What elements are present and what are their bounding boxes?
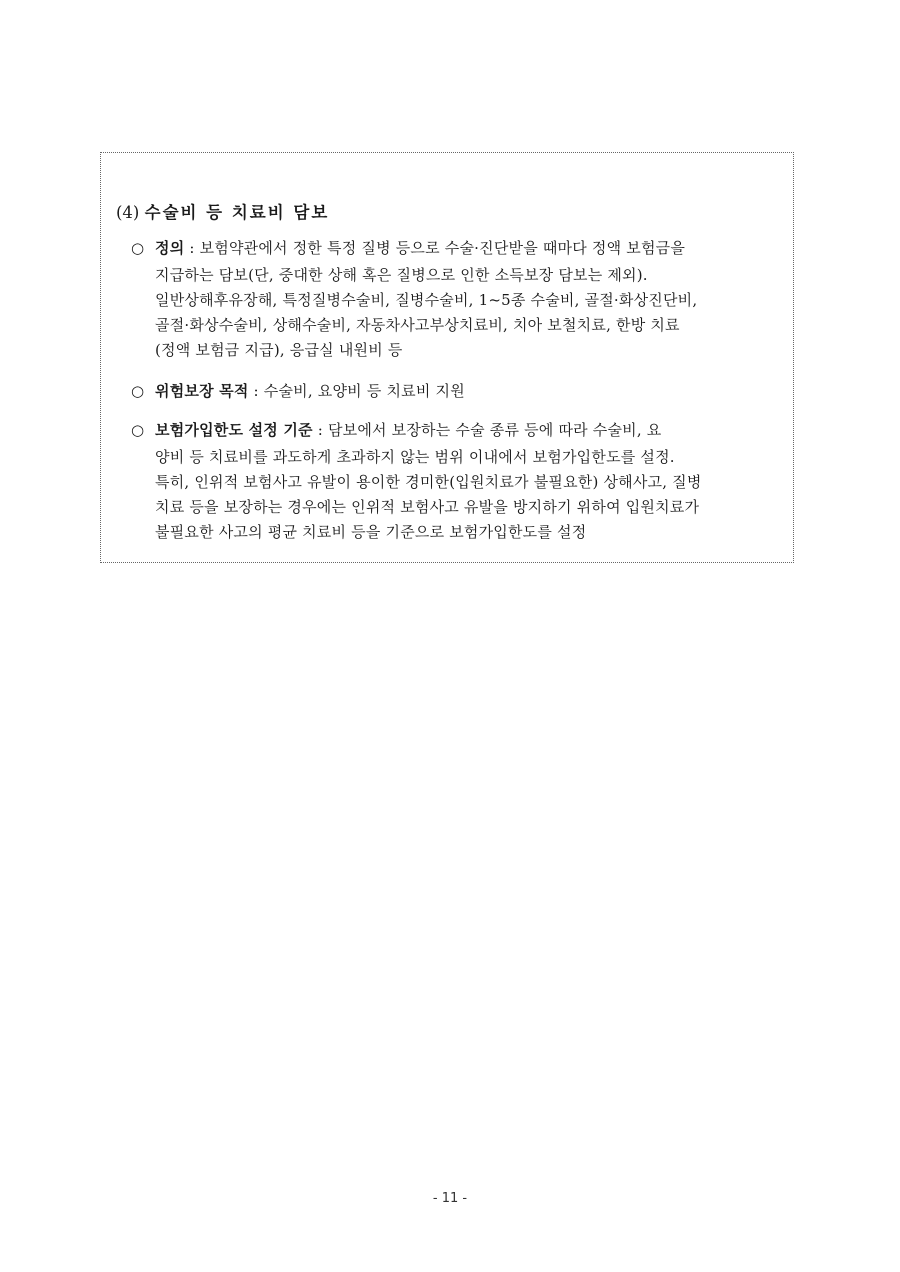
- item-first-line: [155, 415, 702, 445]
- item-line: 일반상해후유장해, 특정질병수술비, 질병수술비, 1~5종 수술비, 골절·화상진단비,: [155, 291, 698, 309]
- item-line: 불필요한 사고의 평균 치료비 등을 기준으로 보험가입한도를 설정: [155, 523, 587, 541]
- item-label: 위험보장 목적: [155, 382, 249, 400]
- section-heading: [116, 199, 329, 223]
- item-line: 지급하는 담보(단, 중대한 상해 혹은 질병으로 인한 소득보장 담보는 제외).: [155, 266, 648, 284]
- page-number: - 11 -: [432, 1191, 468, 1206]
- item-label: 보험가입한도 설정 기준: [155, 421, 313, 439]
- item-first-line: [155, 376, 465, 406]
- item-line: 치료 등을 보장하는 경우에는 인위적 보험사고 유발을 방지하기 위하여 입원치료가: [155, 498, 700, 516]
- item-text: 보험약관에서 정한 특정 질병 등으로 수술·진단받을 때마다 정액 보험금을: [199, 239, 686, 257]
- item-first-line: [155, 233, 697, 263]
- item-line: 특히, 인위적 보험사고 유발이 용이한 경미한(입원치료가 불필요한) 상해사고, 질병: [155, 473, 702, 491]
- item-text: 수술비, 요양비 등 치료비 지원: [263, 382, 465, 400]
- bullet-icon: ○: [131, 382, 145, 400]
- item-line: 양비 등 치료비를 과도하게 초과하지 않는 범위 이내에서 보험가입한도를 설정.: [155, 448, 675, 466]
- section-title: 수술비 등 치료비 담보: [144, 203, 330, 222]
- section-number: (4): [116, 203, 140, 222]
- bullet-icon: ○: [131, 239, 145, 257]
- bullet-icon: ○: [131, 421, 145, 439]
- item-separator: :: [312, 421, 328, 439]
- item-separator: :: [184, 239, 200, 257]
- item-line: (정액 보험금 지급), 응급실 내원비 등: [155, 341, 403, 359]
- item-text: 담보에서 보장하는 수술 종류 등에 따라 수술비, 요: [327, 421, 662, 439]
- item-separator: :: [248, 382, 264, 400]
- item-line: 골절·화상수술비, 상해수술비, 자동차사고부상치료비, 치아 보철치료, 한방 치료: [155, 316, 680, 334]
- item-label: 정의: [155, 239, 185, 257]
